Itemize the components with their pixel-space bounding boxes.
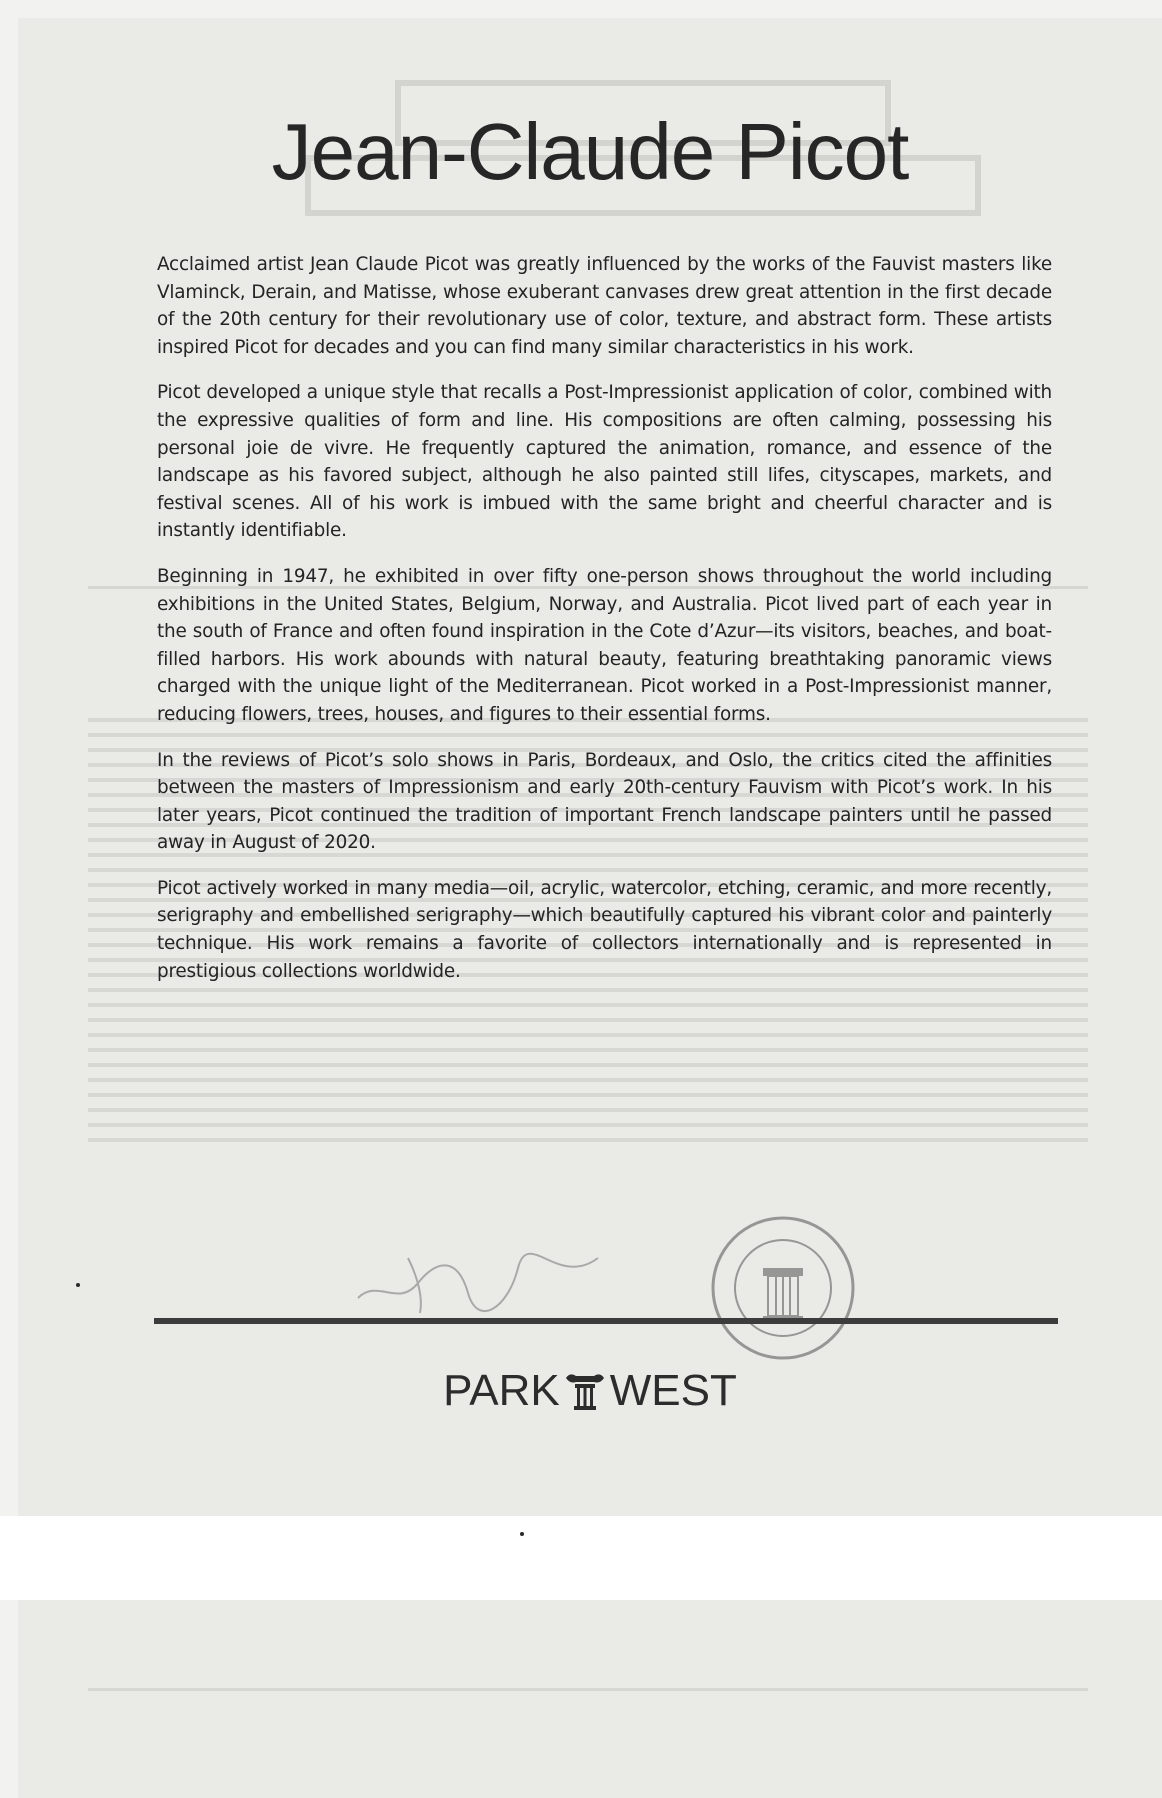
park-west-logo: [18, 1366, 1162, 1416]
logo-text-left: PARK: [443, 1366, 560, 1415]
paragraph: Picot actively worked in many media—oil, acrylic, watercolor, etching, ceramic, and more recently, serigraphy and embellished serigraphy—which beautifully captured his vibrant color and painterly technique. His work remains a favorite of collectors internationally and is represented in prestigious collections worldwide.: [157, 877, 1052, 982]
paragraph: Picot developed a unique style that recalls a Post-Impressionist application of color, combined with the expressive qualities of form and line. His compositions are often calming, possessing his personal joie de vivre. He frequently captured the animation, romance, and essence of the landscape as his favored subject, although he also painted still lifes, cityscapes, markets, and festival scenes. All of his work is imbued with the same bright and cheerful character and is instantly identifiable.: [157, 382, 1052, 542]
column-capital-icon: [564, 1370, 606, 1412]
paragraph: Beginning in 1947, he exhibited in over fifty one-person shows throughout the world including exhibitions in the United States, Belgium, Norway, and Australia. Picot lived part of each year in the south of France and often found inspiration in the Cote d’Azur—its visitors, beaches, and boat-filled harbors. His work abounds with natural beauty, featuring breathtaking panoramic views charged with the unique light of the Mediterranean. Picot worked in a Post-Impressionist manner, reducing flowers, trees, houses, and figures to their essential forms.: [157, 565, 1052, 725]
page-title: Jean-Claude Picot: [271, 107, 909, 196]
scan-margin: [0, 1516, 1162, 1600]
park-west-seal-icon: [708, 1213, 858, 1363]
paragraph: In the reviews of Picot’s solo shows in Paris, Bordeaux, and Oslo, the critics cited the affinities between the masters of Impressionism and early 20th-century Fauvism with Picot’s work. In his later years, Picot continued the tradition of important French landscape painters until he passed away in August of 2020.: [157, 749, 1052, 854]
paper-speck: [76, 1283, 80, 1287]
signature-icon: [348, 1238, 608, 1318]
paragraph: Acclaimed artist Jean Claude Picot was greatly influenced by the works of the Fauvist masters like Vlaminck, Derain, and Matisse, whose exuberant canvases drew great attention in the first decade of the 20th century for their revolutionary use of color, texture, and abstract form. These artists inspired Picot for decades and you can find many similar characteristics in his work.: [157, 254, 1052, 358]
logo-text-right: WEST: [609, 1366, 737, 1415]
show-through-rule-bottom: [88, 1688, 1088, 1691]
paper-speck: [520, 1532, 524, 1536]
biography-text: [157, 251, 1052, 1003]
footer-rule: [154, 1318, 1058, 1324]
